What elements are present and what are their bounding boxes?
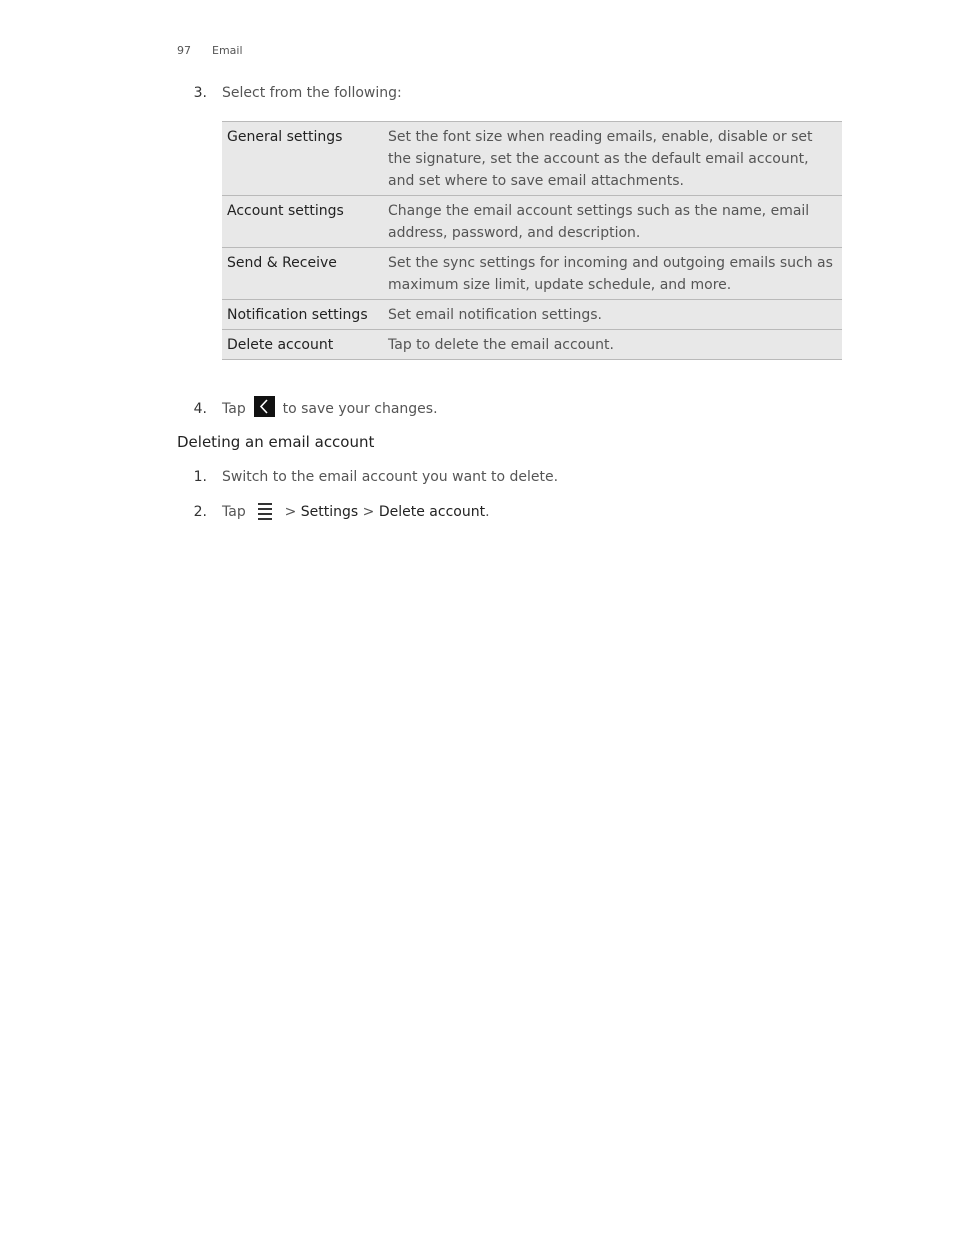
step-prefix: Tap bbox=[222, 504, 246, 520]
step-3 bbox=[177, 85, 402, 101]
delete-account-label: Delete account bbox=[378, 504, 486, 520]
page-header bbox=[177, 44, 243, 57]
option-description: Set the sync settings for incoming and outgoing emails such as maximum size limit, update schedule, and more. bbox=[388, 255, 833, 293]
table-row bbox=[222, 248, 842, 300]
table-row bbox=[222, 196, 842, 248]
separator: > bbox=[284, 504, 297, 520]
option-label: General settings bbox=[227, 129, 343, 145]
separator: > bbox=[362, 504, 375, 520]
option-description: Tap to delete the email account. bbox=[388, 337, 614, 353]
delete-step-1 bbox=[177, 469, 558, 485]
option-label: Notification settings bbox=[227, 307, 368, 323]
step-number: 2. bbox=[193, 504, 207, 520]
step-number: 1. bbox=[193, 469, 207, 485]
table-row bbox=[222, 330, 842, 360]
option-label: Send & Receive bbox=[227, 255, 337, 271]
period: . bbox=[485, 504, 490, 520]
option-description: Change the email account settings such as the name, email address, password, and description. bbox=[388, 203, 810, 241]
step-prefix: Tap bbox=[222, 401, 246, 417]
table-row bbox=[222, 300, 842, 330]
section-title: Email bbox=[212, 44, 243, 57]
step-text: Select from the following: bbox=[222, 85, 402, 101]
settings-label: Settings bbox=[300, 504, 359, 520]
table-row bbox=[222, 122, 842, 196]
section-heading: Deleting an email account bbox=[177, 433, 375, 451]
step-number: 3. bbox=[193, 85, 207, 101]
page-number: 97 bbox=[177, 44, 191, 57]
step-4 bbox=[177, 396, 438, 417]
back-icon bbox=[254, 396, 275, 417]
menu-icon bbox=[255, 500, 275, 521]
step-suffix: to save your changes. bbox=[282, 401, 438, 417]
step-number: 4. bbox=[193, 401, 207, 417]
delete-step-2 bbox=[177, 500, 490, 521]
option-label: Delete account bbox=[227, 337, 334, 353]
step-text: Switch to the email account you want to delete. bbox=[222, 469, 559, 485]
option-description: Set email notification settings. bbox=[388, 307, 602, 323]
option-label: Account settings bbox=[227, 203, 344, 219]
option-description: Set the font size when reading emails, enable, disable or set the signature, set the account as the default email account, and set where to save email attachments. bbox=[388, 129, 813, 189]
settings-options-table bbox=[222, 121, 842, 360]
